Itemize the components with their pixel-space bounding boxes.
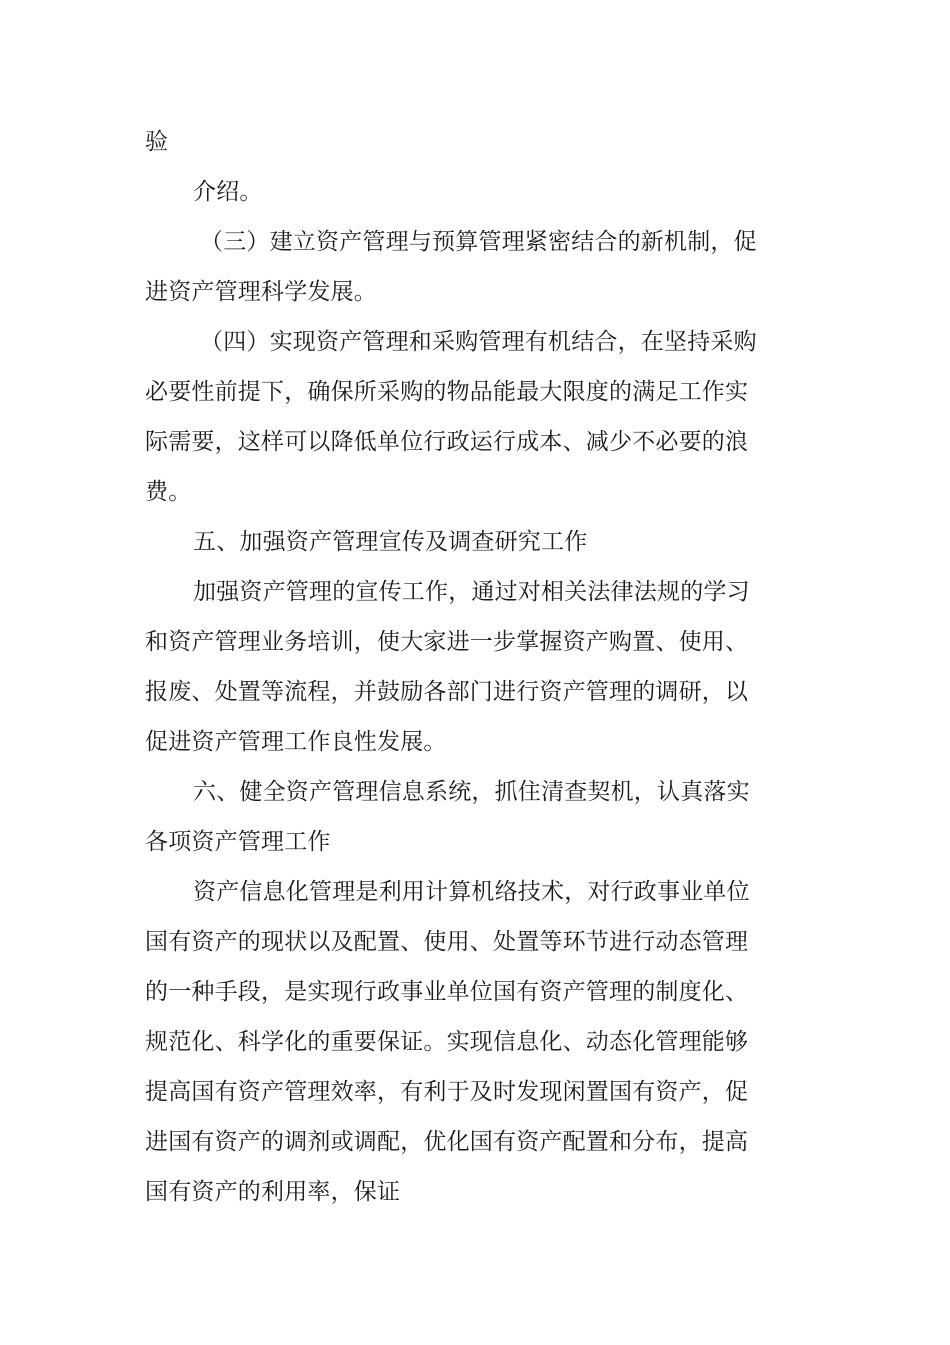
text-line: 验 <box>145 129 169 155</box>
section-heading-5: 五、加强资产管理宣传及调查研究工作 <box>193 529 588 555</box>
text-line: 费。 <box>145 479 192 505</box>
paragraph-heading-4: （四）实现资产管理和采购管理有机结合，在坚持采购 <box>200 329 757 355</box>
section-heading-6: 六、健全资产管理信息系统，抓住清查契机，认真落实 <box>193 779 750 805</box>
text-line: 进资产管理科学发展。 <box>145 279 377 305</box>
text-line: 际需要，这样可以降低单位行政运行成本、减少不必要的浪 <box>145 429 749 455</box>
text-line: 国有资产的现状以及配置、使用、处置等环节进行动态管理 <box>145 929 749 955</box>
text-line: 规范化、科学化的重要保证。实现信息化、动态化管理能够 <box>145 1029 749 1055</box>
text-line: 介绍。 <box>193 179 263 205</box>
text-line: 提高国有资产管理效率，有利于及时发现闲置国有资产，促 <box>145 1079 749 1105</box>
text-line: 进国有资产的调剂或调配，优化国有资产配置和分布，提高 <box>145 1129 749 1155</box>
text-line: 资产信息化管理是利用计算机络技术，对行政事业单位 <box>193 879 750 905</box>
text-line: 加强资产管理的宣传工作，通过对相关法律法规的学习 <box>193 579 750 605</box>
text-line: 国有资产的利用率，保证 <box>145 1179 401 1205</box>
text-line: 报废、处置等流程，并鼓励各部门进行资产管理的调研，以 <box>145 679 749 705</box>
text-line: 必要性前提下，确保所采购的物品能最大限度的满足工作实 <box>145 379 749 405</box>
text-line: 的一种手段，是实现行政事业单位国有资产管理的制度化、 <box>145 979 749 1005</box>
text-line: 促进资产管理工作良性发展。 <box>145 729 447 755</box>
paragraph-heading-3: （三）建立资产管理与预算管理紧密结合的新机制，促 <box>200 229 757 255</box>
text-line: 和资产管理业务培训，使大家进一步掌握资产购置、使用、 <box>145 629 749 655</box>
text-line: 各项资产管理工作 <box>145 829 331 855</box>
